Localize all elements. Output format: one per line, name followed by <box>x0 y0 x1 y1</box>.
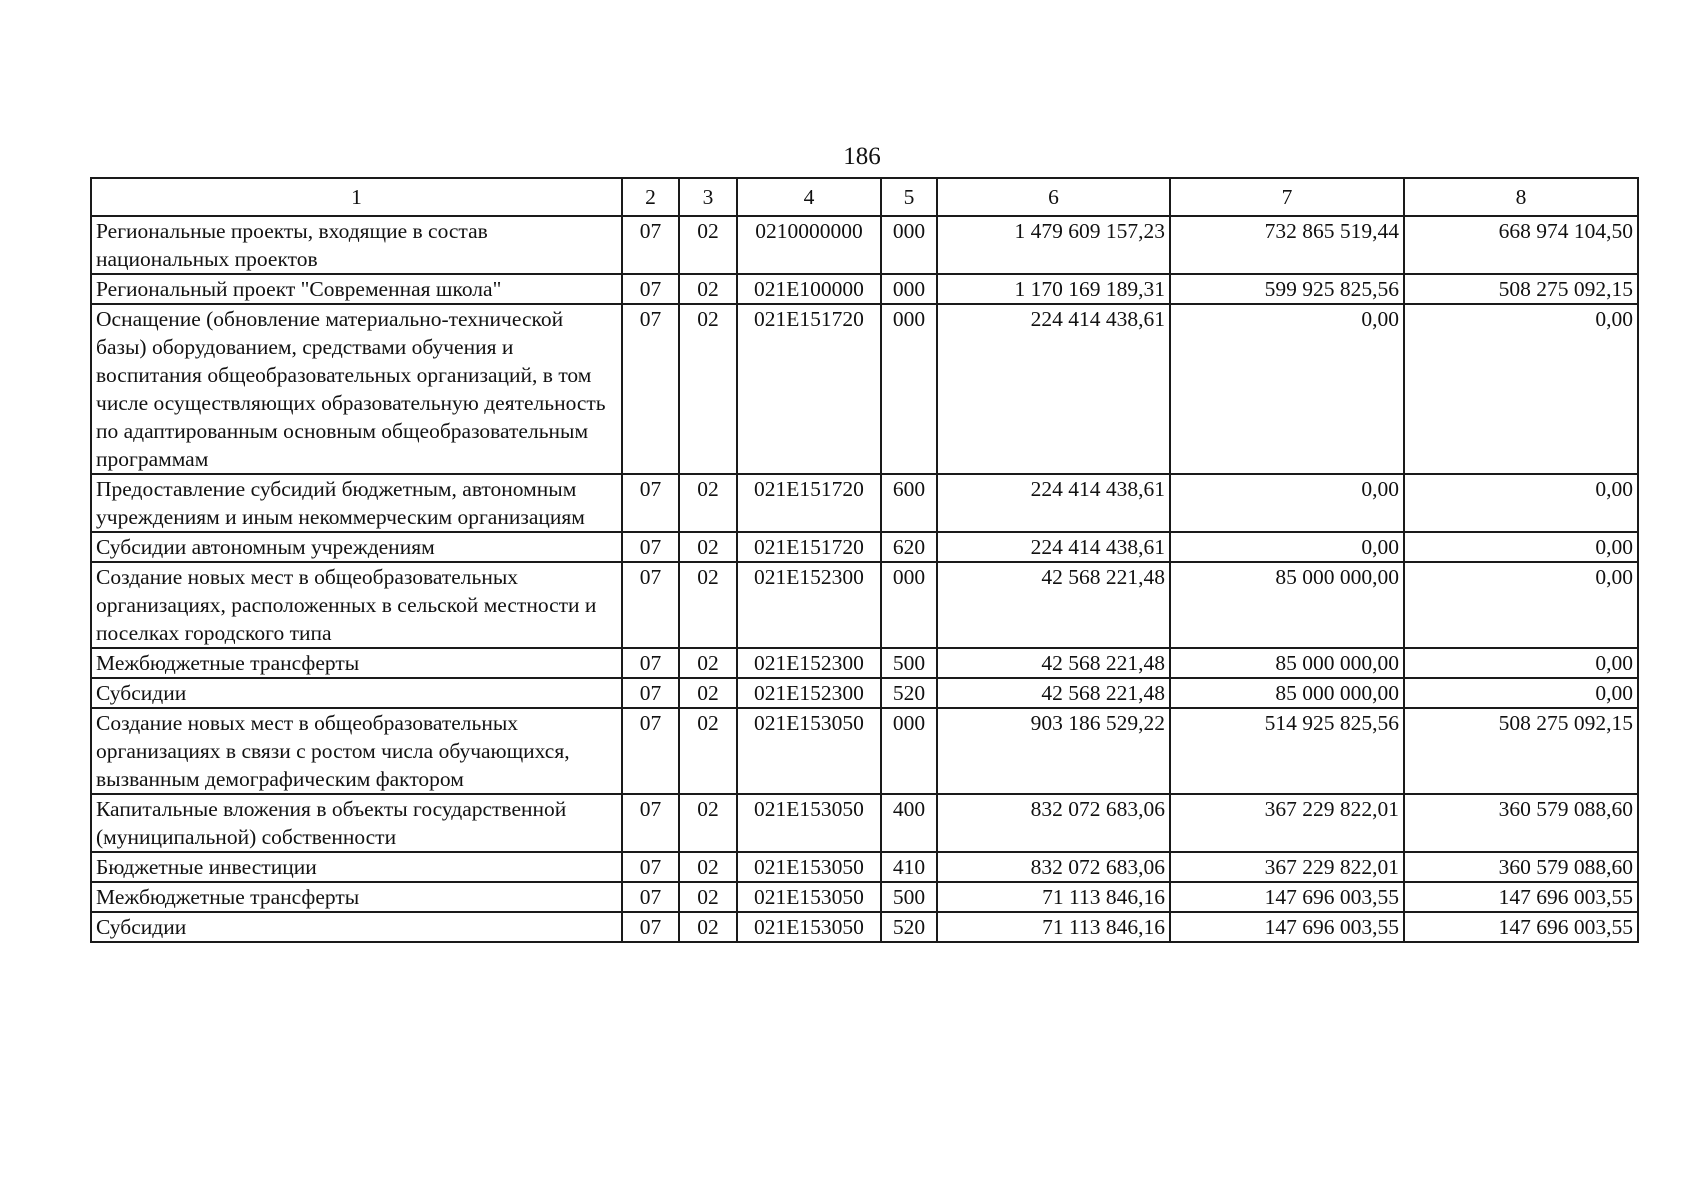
amount-col6: 42 568 221,48 <box>937 562 1170 648</box>
amount-col7: 0,00 <box>1170 532 1404 562</box>
subsection-code: 02 <box>679 882 737 912</box>
subsection-code: 02 <box>679 304 737 474</box>
amount-col7: 85 000 000,00 <box>1170 562 1404 648</box>
subsection-code: 02 <box>679 794 737 852</box>
column-header: 2 <box>622 178 679 216</box>
row-name: Оснащение (обновление материально-технической базы) оборудованием, средствами обучения и воспитания общеобразовательных организаций, в том числе осуществляющих образовательную деятельность по адаптированным основным общеобразовательным программам <box>91 304 622 474</box>
amount-col6: 224 414 438,61 <box>937 304 1170 474</box>
row-name: Субсидии <box>91 678 622 708</box>
subsection-code: 02 <box>679 852 737 882</box>
row-name: Региональный проект "Современная школа" <box>91 274 622 304</box>
table-row <box>91 648 1638 678</box>
subsection-code: 02 <box>679 274 737 304</box>
table-row <box>91 794 1638 852</box>
section-code: 07 <box>622 912 679 942</box>
expense-type-code: 400 <box>881 794 937 852</box>
table-row <box>91 678 1638 708</box>
amount-col7: 599 925 825,56 <box>1170 274 1404 304</box>
amount-col8: 0,00 <box>1404 474 1638 532</box>
amount-col7: 147 696 003,55 <box>1170 912 1404 942</box>
amount-col7: 0,00 <box>1170 304 1404 474</box>
section-code: 07 <box>622 852 679 882</box>
amount-col6: 224 414 438,61 <box>937 474 1170 532</box>
target-article-code: 021E151720 <box>737 304 881 474</box>
budget-table <box>90 177 1639 943</box>
target-article-code: 021E153050 <box>737 708 881 794</box>
table-row <box>91 708 1638 794</box>
amount-col6: 71 113 846,16 <box>937 882 1170 912</box>
amount-col7: 85 000 000,00 <box>1170 678 1404 708</box>
target-article-code: 021E152300 <box>737 678 881 708</box>
table-row <box>91 562 1638 648</box>
amount-col7: 514 925 825,56 <box>1170 708 1404 794</box>
row-name: Межбюджетные трансферты <box>91 648 622 678</box>
column-header: 3 <box>679 178 737 216</box>
expense-type-code: 520 <box>881 678 937 708</box>
row-name: Создание новых мест в общеобразовательных организациях, расположенных в сельской местности и поселках городского типа <box>91 562 622 648</box>
amount-col7: 367 229 822,01 <box>1170 852 1404 882</box>
column-header: 5 <box>881 178 937 216</box>
table-row <box>91 216 1638 274</box>
expense-type-code: 600 <box>881 474 937 532</box>
amount-col8: 0,00 <box>1404 532 1638 562</box>
subsection-code: 02 <box>679 562 737 648</box>
column-header: 8 <box>1404 178 1638 216</box>
expense-type-code: 500 <box>881 648 937 678</box>
column-header: 4 <box>737 178 881 216</box>
amount-col7: 367 229 822,01 <box>1170 794 1404 852</box>
column-header: 6 <box>937 178 1170 216</box>
page-number: 186 <box>843 143 881 170</box>
amount-col7: 147 696 003,55 <box>1170 882 1404 912</box>
table-body <box>91 216 1638 942</box>
expense-type-code: 620 <box>881 532 937 562</box>
section-code: 07 <box>622 532 679 562</box>
expense-type-code: 000 <box>881 274 937 304</box>
expense-type-code: 000 <box>881 216 937 274</box>
subsection-code: 02 <box>679 216 737 274</box>
amount-col8: 0,00 <box>1404 304 1638 474</box>
column-header: 7 <box>1170 178 1404 216</box>
subsection-code: 02 <box>679 648 737 678</box>
target-article-code: 021E151720 <box>737 474 881 532</box>
row-name: Межбюджетные трансферты <box>91 882 622 912</box>
column-header: 1 <box>91 178 622 216</box>
subsection-code: 02 <box>679 474 737 532</box>
amount-col8: 508 275 092,15 <box>1404 708 1638 794</box>
amount-col8: 147 696 003,55 <box>1404 912 1638 942</box>
amount-col8: 0,00 <box>1404 562 1638 648</box>
section-code: 07 <box>622 474 679 532</box>
table-row <box>91 532 1638 562</box>
table-row <box>91 882 1638 912</box>
subsection-code: 02 <box>679 912 737 942</box>
section-code: 07 <box>622 708 679 794</box>
expense-type-code: 000 <box>881 708 937 794</box>
target-article-code: 021E100000 <box>737 274 881 304</box>
target-article-code: 0210000000 <box>737 216 881 274</box>
header-row <box>91 178 1638 216</box>
row-name: Субсидии автономным учреждениям <box>91 532 622 562</box>
target-article-code: 021E153050 <box>737 882 881 912</box>
section-code: 07 <box>622 274 679 304</box>
expense-type-code: 520 <box>881 912 937 942</box>
section-code: 07 <box>622 882 679 912</box>
amount-col7: 85 000 000,00 <box>1170 648 1404 678</box>
section-code: 07 <box>622 648 679 678</box>
amount-col6: 832 072 683,06 <box>937 794 1170 852</box>
target-article-code: 021E153050 <box>737 852 881 882</box>
section-code: 07 <box>622 562 679 648</box>
amount-col7: 0,00 <box>1170 474 1404 532</box>
section-code: 07 <box>622 304 679 474</box>
expense-type-code: 000 <box>881 562 937 648</box>
amount-col8: 508 275 092,15 <box>1404 274 1638 304</box>
amount-col6: 224 414 438,61 <box>937 532 1170 562</box>
section-code: 07 <box>622 216 679 274</box>
amount-col6: 71 113 846,16 <box>937 912 1170 942</box>
subsection-code: 02 <box>679 678 737 708</box>
table-row <box>91 304 1638 474</box>
amount-col8: 360 579 088,60 <box>1404 852 1638 882</box>
expense-type-code: 000 <box>881 304 937 474</box>
amount-col8: 668 974 104,50 <box>1404 216 1638 274</box>
row-name: Капитальные вложения в объекты государственной (муниципальной) собственности <box>91 794 622 852</box>
amount-col6: 1 479 609 157,23 <box>937 216 1170 274</box>
table-row <box>91 852 1638 882</box>
row-name: Бюджетные инвестиции <box>91 852 622 882</box>
subsection-code: 02 <box>679 532 737 562</box>
row-name: Субсидии <box>91 912 622 942</box>
amount-col8: 147 696 003,55 <box>1404 882 1638 912</box>
table-row <box>91 274 1638 304</box>
target-article-code: 021E151720 <box>737 532 881 562</box>
amount-col6: 42 568 221,48 <box>937 648 1170 678</box>
amount-col6: 1 170 169 189,31 <box>937 274 1170 304</box>
expense-type-code: 500 <box>881 882 937 912</box>
table-row <box>91 474 1638 532</box>
section-code: 07 <box>622 678 679 708</box>
row-name: Региональные проекты, входящие в состав национальных проектов <box>91 216 622 274</box>
amount-col7: 732 865 519,44 <box>1170 216 1404 274</box>
row-name: Предоставление субсидий бюджетным, автономным учреждениям и иным некоммерческим организациям <box>91 474 622 532</box>
amount-col6: 42 568 221,48 <box>937 678 1170 708</box>
section-code: 07 <box>622 794 679 852</box>
target-article-code: 021E153050 <box>737 912 881 942</box>
table-row <box>91 912 1638 942</box>
subsection-code: 02 <box>679 708 737 794</box>
target-article-code: 021E153050 <box>737 794 881 852</box>
amount-col8: 0,00 <box>1404 648 1638 678</box>
row-name: Создание новых мест в общеобразовательных организациях в связи с ростом числа обучающихся, вызванным демографическим фактором <box>91 708 622 794</box>
amount-col6: 903 186 529,22 <box>937 708 1170 794</box>
amount-col6: 832 072 683,06 <box>937 852 1170 882</box>
amount-col8: 0,00 <box>1404 678 1638 708</box>
amount-col8: 360 579 088,60 <box>1404 794 1638 852</box>
target-article-code: 021E152300 <box>737 648 881 678</box>
target-article-code: 021E152300 <box>737 562 881 648</box>
expense-type-code: 410 <box>881 852 937 882</box>
